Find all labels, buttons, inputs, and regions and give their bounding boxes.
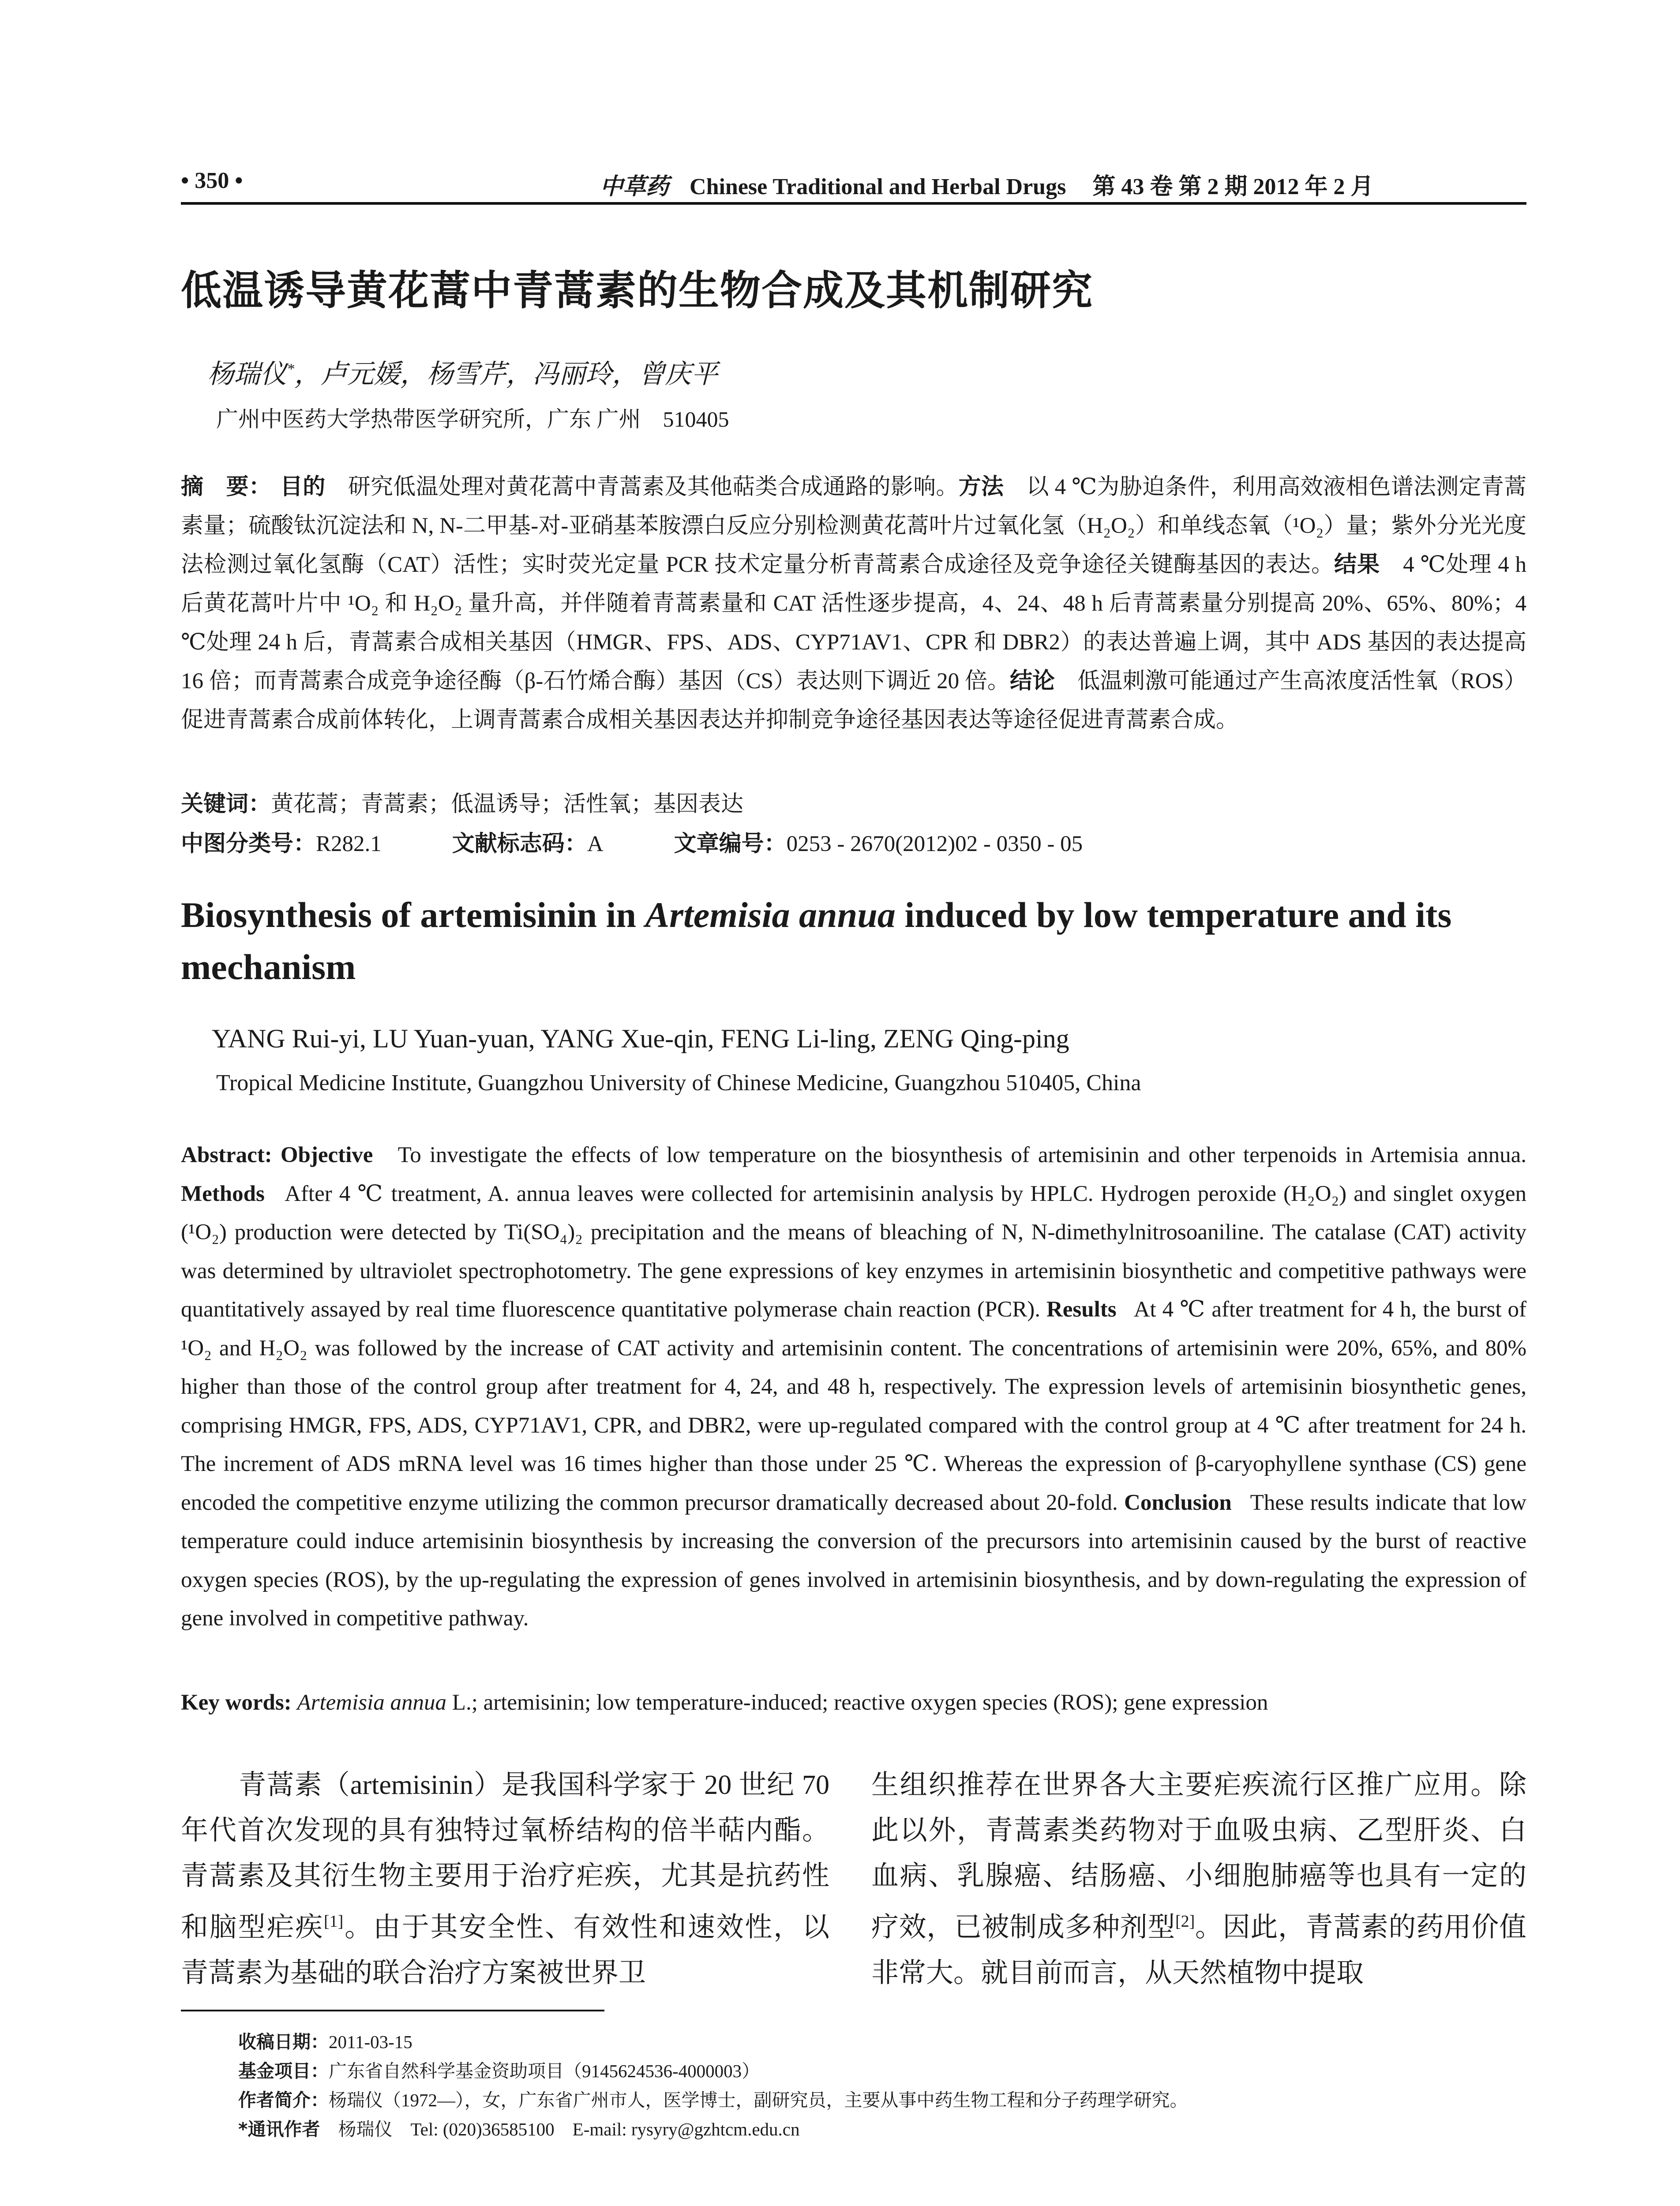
doc-code-label: 文献标志码： [452, 831, 587, 857]
abstract-cn-results-label: 结果 [1334, 552, 1380, 578]
journal-name-cn: 中草药 [600, 173, 669, 200]
citation-1: [1] [324, 1912, 344, 1931]
running-header [181, 168, 1526, 207]
abstract-cn-objective: 研究低温处理对黄花蒿中青蒿素及其他萜类合成通路的影响。 [348, 475, 959, 499]
keywords-en-value: L.; artemisinin; low temperature-induced; reactive oxygen species (ROS); gene expression [446, 1690, 1268, 1715]
title-en [181, 889, 1526, 993]
corresponding-mark: * [287, 361, 294, 377]
authors-cn [207, 353, 718, 391]
affiliation-en: Tropical Medicine Institute, Guangzhou University of Chinese Medicine, Guangzhou 510405, China [216, 1070, 1141, 1095]
footnote-rule [181, 2010, 604, 2011]
abstract-cn-conclusion-label: 结论 [1009, 668, 1055, 694]
footnote-bio [238, 2086, 1188, 2115]
footnote-received [238, 2027, 1188, 2056]
author-corresponding: 杨瑞仪 [207, 360, 287, 389]
journal-line [600, 168, 1373, 201]
abstract-cn-results: 4 ℃处理 4 h 后黄花蒿叶片中 ¹O₂ 和 H₂O₂ 量升高，并伴随着青蒿素量和 CAT 活性逐步提高，4、24、48 h 后青蒿素量分别提高 20%、65%、80%；4 ℃处理 24 h 后，青蒿素合成相关基因（HMGR、FPS、ADS、CYP71AV1、CPR 和 DBR2）的表达普遍上调，其中 ADS 基因的表达提高 16 倍；而青蒿素合成竞争途径酶（β-石竹烯合酶）基因（CS）表达则下调近 20 倍。 [181, 552, 1526, 694]
keywords-cn-label: 关键词： [181, 791, 271, 817]
body-column-right [871, 1763, 1526, 1996]
fund-value: 广东省自然科学基金资助项目（9145624536-4000003） [329, 2061, 760, 2081]
abstract-cn-methods-label: 方法 [958, 474, 1004, 500]
header-rule [181, 202, 1526, 205]
abstract-cn-methods: 以 4 ℃为胁迫条件，利用高效液相色谱法测定青蒿素量；硫酸钛沉淀法和 N, N-二甲基-对-亚硝基苯胺漂白反应分别检测黄花蒿叶片过氧化氢（H₂O₂）和单线态氧（¹O₂）量；紫外分光光度法检测过氧化氢酶（CAT）活性；实时荧光定量 PCR 技术定量分析青蒿素合成途径及竞争途径关键酶基因的表达。 [181, 475, 1526, 577]
fund-label: 基金项目： [238, 2060, 329, 2082]
keywords-en-species: Artemisia annua [297, 1690, 447, 1715]
authors-en: YANG Rui-yi, LU Yuan-yuan, YANG Xue-qin, FENG Li-ling, ZENG Qing-ping [212, 1024, 1069, 1053]
abstract-cn-label: 摘 要： [181, 474, 272, 500]
issue-info: 第 43 卷 第 2 期 2012 年 2 月 [1092, 174, 1374, 199]
body-right-text-b: 。因此，青蒿素的药用价值非常大。就目前而言，从天然植物中提取 [871, 1912, 1526, 1988]
corresponding-label: *通讯作者 [238, 2119, 320, 2140]
abstract-en-results-label: Results [1046, 1297, 1117, 1322]
bio-label: 作者简介： [238, 2090, 329, 2111]
clc-label: 中图分类号： [181, 831, 316, 857]
bio-value: 杨瑞仪（1972—），女，广东省广州市人，医学博士，副研究员，主要从事中药生物工程和分子药理学研究。 [329, 2090, 1188, 2110]
body-column-left [181, 1763, 829, 1996]
page-number: • 350 • [181, 168, 243, 193]
keywords-cn-value: 黄花蒿；青蒿素；低温诱导；活性氧；基因表达 [271, 792, 744, 817]
body-left-text-b: 。由于其安全性、有效性和速效性，以青蒿素为基础的联合治疗方案被世界卫 [181, 1912, 829, 1988]
abstract-cn-conclusion: 低温刺激可能通过产生高浓度活性氧（ROS）促进青蒿素合成前体转化，上调青蒿素合成相关基因表达并抑制竞争途径基因表达等途径促进青蒿素合成。 [181, 669, 1526, 732]
abstract-cn [181, 468, 1526, 739]
body-right-text-a: 生组织推荐在世界各大主要疟疾流行区推广应用。除此以外，青蒿素类药物对于血吸虫病、乙型肝炎、白血病、乳腺癌、结肠癌、小细胞肺癌等也具有一定的疗效，已被制成多种剂型 [871, 1770, 1526, 1943]
journal-name-en: Chinese Traditional and Herbal Drugs [690, 174, 1066, 199]
keywords-en [181, 1690, 1268, 1715]
authors-cn-rest: ，卢元媛，杨雪芹，冯丽玲，曾庆平 [294, 360, 718, 389]
keywords-en-label: Key words: [181, 1690, 292, 1715]
abstract-cn-objective-label: 目的 [280, 474, 326, 500]
abstract-en [181, 1136, 1526, 1638]
keywords-cn [181, 785, 743, 818]
article-id-label: 文章编号： [674, 831, 787, 857]
abstract-en-methods-label: Methods [181, 1181, 265, 1206]
title-en-part1: Biosynthesis of artemisinin in [181, 895, 645, 935]
title-en-species: Artemisia annua [645, 895, 896, 935]
abstract-en-results: At 4 ℃ after treatment for 4 h, the burst of ¹O₂ and H₂O₂ was followed by the increase of CAT activity and artemisinin content. The concentrations of artemisinin were 20%, 65%, and 80% higher than those of the control group after treatment for 4, 24, and 48 h, respectively. The expression levels of artemisinin biosynthetic genes, comprising HMGR, FPS, ADS, CYP71AV1, CPR, and DBR2, were up-regulated compared with the control group at 4 ℃ after treatment for 24 h. The increment of ADS mRNA level was 16 times higher than those under 25 ℃. Whereas the expression of β-caryophyllene synthase (CS) gene encoded the competitive enzyme utilizing the common precursor dramatically decreased about 20-fold. [181, 1297, 1527, 1515]
corresponding-value: 杨瑞仪 Tel: (020)36585100 E-mail: rysyry@gzhtcm.edu.cn [338, 2119, 800, 2139]
body-left-text-a: 青蒿素（artemisinin）是我国科学家于 20 世纪 70 年代首次发现的具有独特过氧桥结构的倍半萜内酯。青蒿素及其衍生物主要用于治疗疟疾，尤其是抗药性和脑型疟疾 [181, 1770, 829, 1943]
clc-value: R282.1 [316, 832, 382, 856]
footnote-fund [238, 2056, 1188, 2086]
abstract-en-conclusion: These results indicate that low temperature could induce artemisinin biosynthesis by increasing the conversion of the precursors into artemisinin caused by the burst of reactive oxygen species (ROS), by the up-regulating the expression of genes involved in artemisinin biosynthesis, and by down-regulating the expression of gene involved in competitive pathway. [181, 1490, 1526, 1631]
title-cn: 低温诱导黄花蒿中青蒿素的生物合成及其机制研究 [181, 267, 1094, 314]
abstract-en-objective: To investigate the effects of low temperature on the biosynthesis of artemisinin and other terpenoids in Artemisia annua. [398, 1143, 1526, 1167]
received-label: 收稿日期： [238, 2031, 329, 2052]
received-date: 2011-03-15 [329, 2032, 412, 2052]
affiliation-cn: 广州中医药大学热带医学研究所，广东 广州 510405 [216, 407, 729, 431]
abstract-en-methods: After 4 ℃ treatment, A. annua leaves were collected for artemisinin analysis by HPLC. Hydrogen peroxide (H₂O₂) and singlet oxygen (¹O₂) production were detected by Ti(SO₄)₂ precipitation and the means of bleaching of N, N-dimethylnitrosoaniline. The catalase (CAT) activity was determined by ultraviolet spectrophotometry. The gene expressions of key enzymes in artemisinin biosynthetic and competitive pathways were quantitatively assayed by real time fluorescence quantitative polymerase chain reaction (PCR). [181, 1181, 1526, 1322]
article-id-value: 0253 - 2670(2012)02 - 0350 - 05 [786, 832, 1083, 856]
footnote-corresponding [238, 2115, 1188, 2144]
abstract-en-label: Abstract: [181, 1143, 272, 1167]
abstract-en-objective-label: Objective [280, 1143, 373, 1167]
abstract-en-conclusion-label: Conclusion [1124, 1490, 1232, 1515]
title-en-part2: induced by low temperature and its mechanism [181, 895, 1452, 987]
classification-line [181, 825, 1083, 858]
citation-2: [2] [1175, 1912, 1195, 1931]
doc-code-value: A [587, 832, 604, 856]
footnotes [238, 2027, 1188, 2144]
